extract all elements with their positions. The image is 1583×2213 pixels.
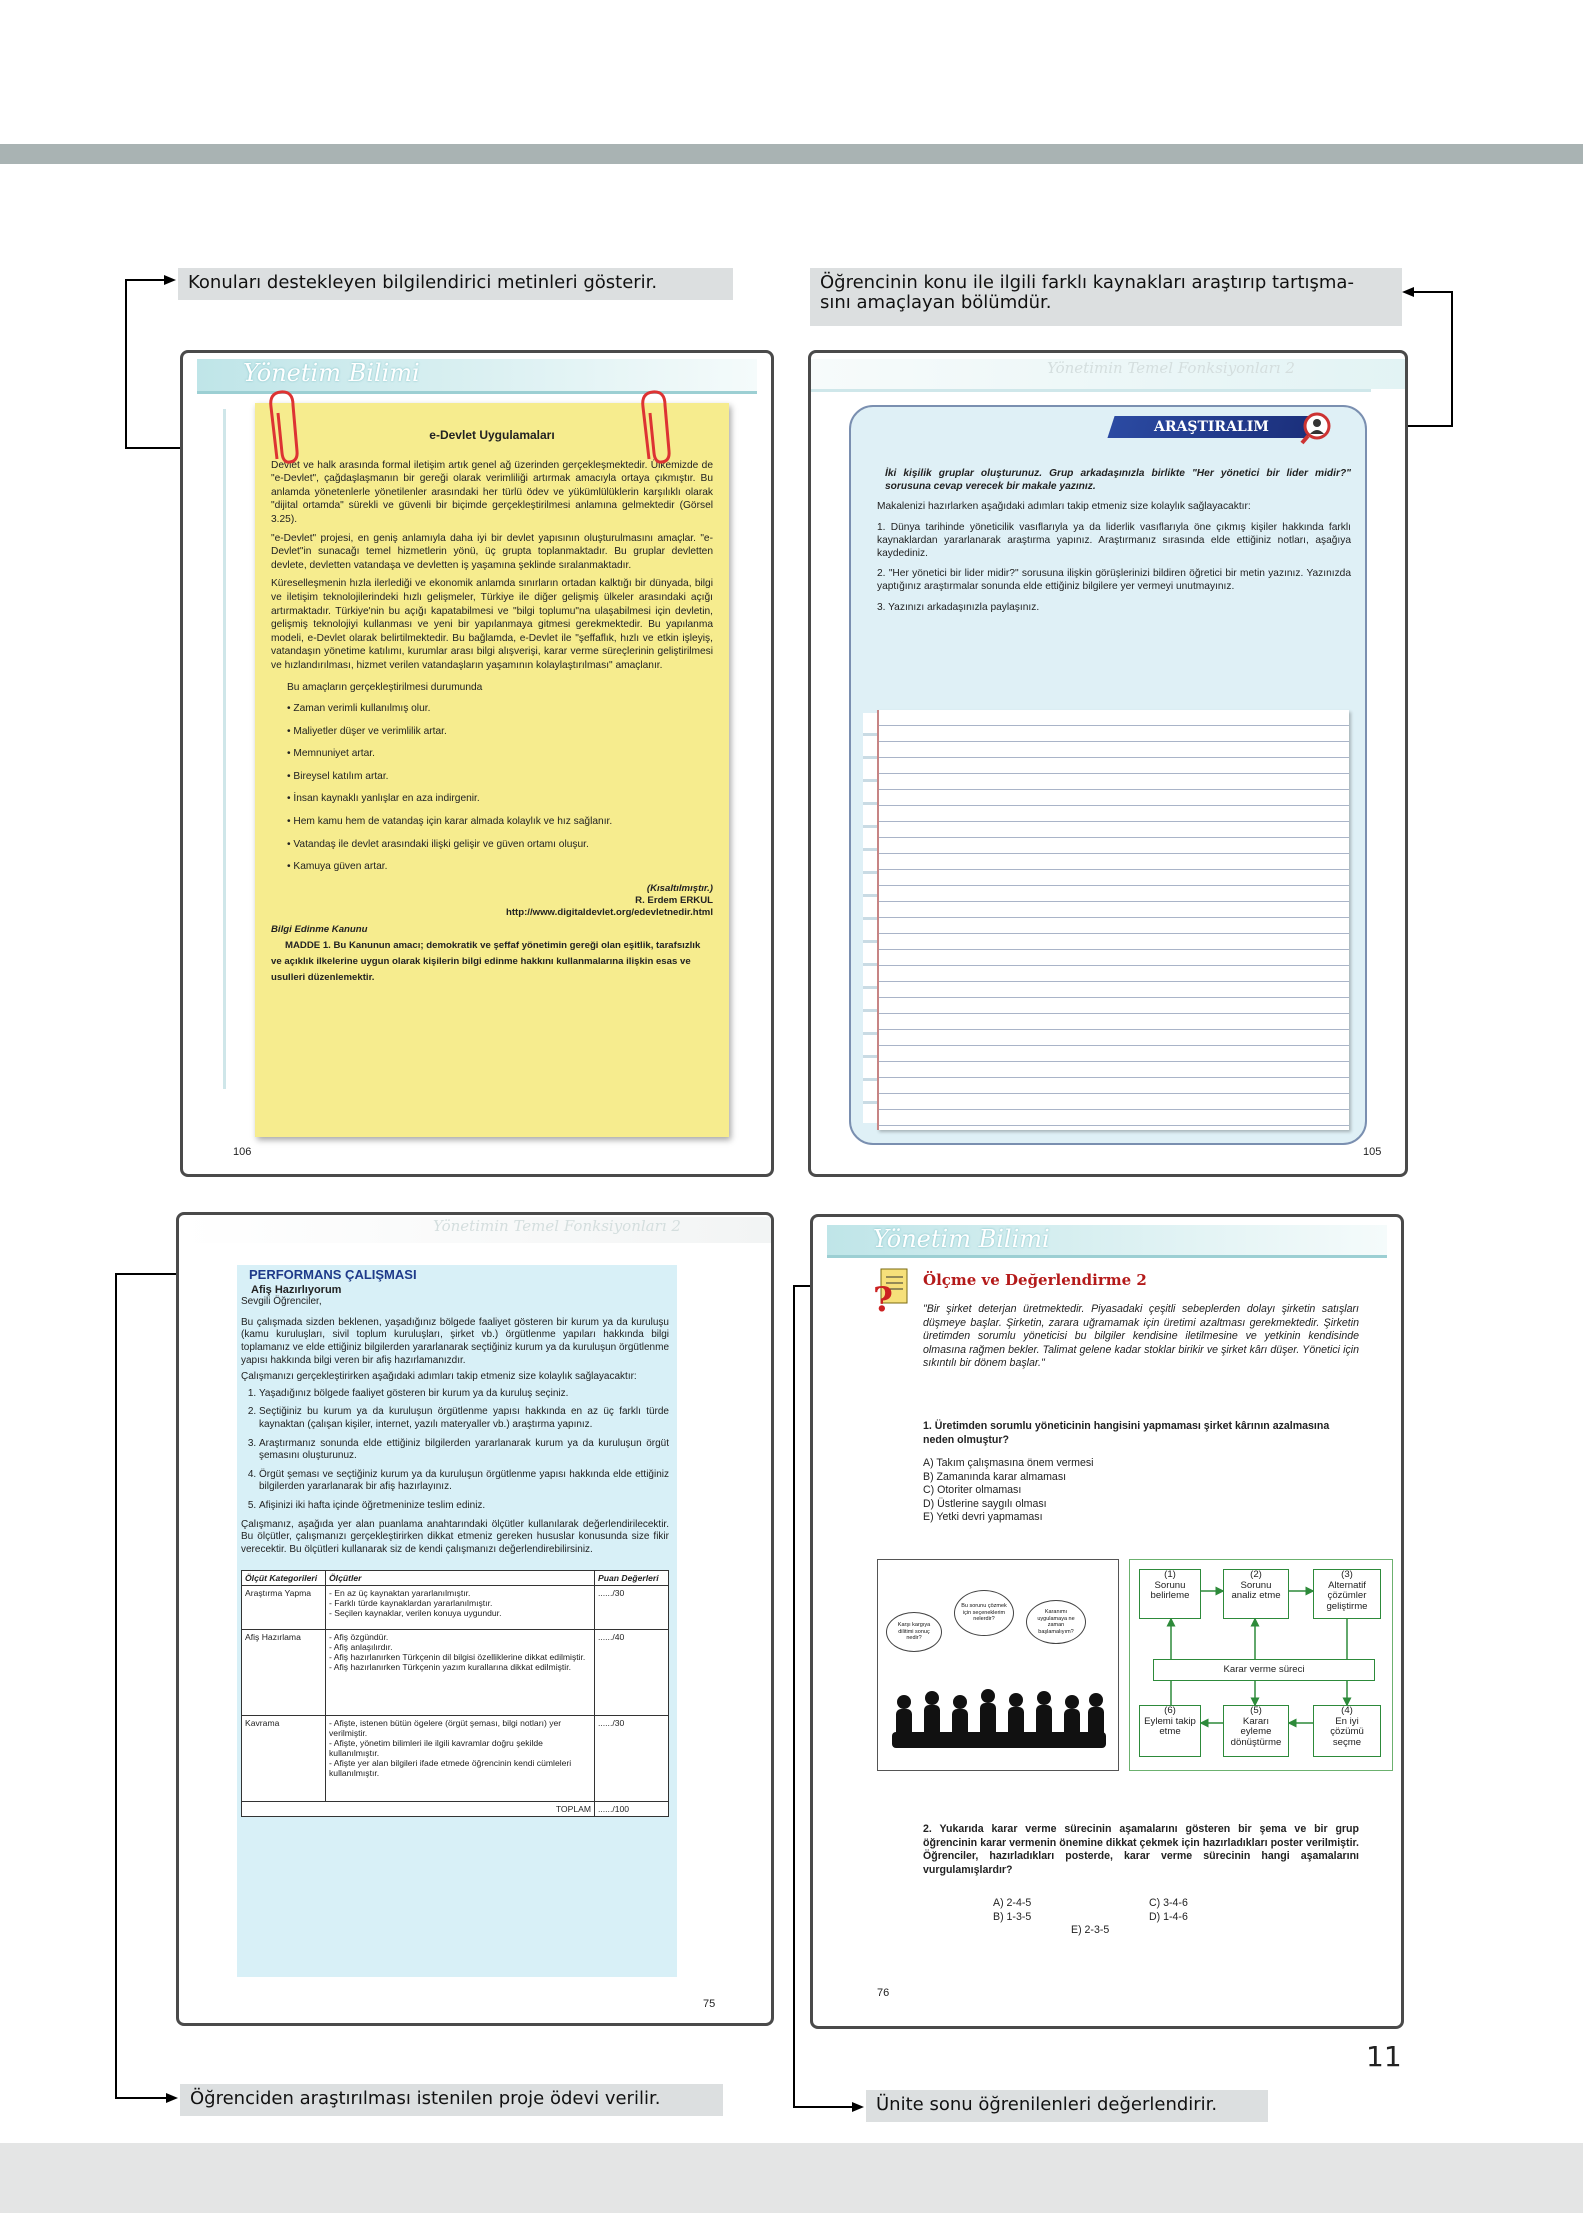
greeting: Sevgili Öğrenciler, (241, 1296, 322, 1308)
thumbnail-page-106 (180, 350, 774, 1177)
research-step: 2. "Her yönetici bir lider midir?" sorusuna ilişkin görüşlerinizi bildiren öğretici bir metin yazınız. Yazınızda yaptığınız araştırmalar sonunda elde ettiğiniz bilgilere yer vermeyi unutmayınız. (877, 568, 1351, 593)
research-lead: Makalenizi hazırlarken aşağıdaki adımları takip etmeniz size kolaylık sağlayacaktır: (877, 501, 1251, 513)
performance-step: 1. Yaşadığınız bölgede faaliyet gösteren bir kurum ya da kuruluş seçiniz. (259, 1388, 669, 1401)
flow-step-4: (4) En iyi çözümü seçme (1313, 1705, 1381, 1757)
source-url: http://www.digitaldevlet.org/edevletnedir.html (506, 906, 713, 918)
banner-label: ARAŞTIRALIM (1107, 416, 1314, 438)
source-note: (Kısaltılmıştır.) (646, 882, 713, 894)
answer-option: D) Üstlerine saygılı olması (923, 1497, 1047, 1510)
list-item: • Hem kamu hem de vatandaş için karar almada kolaylık ve hız sağlanır. (287, 816, 613, 828)
rubric-points: ....../30 (595, 1586, 669, 1630)
rubric-category: Araştırma Yapma (242, 1586, 326, 1630)
question-1-options (923, 1457, 1223, 1525)
paperclip-icon (635, 389, 675, 469)
callout-bottom-left: Öğrenciden araştırılması istenilen proje ödevi verilir. (180, 2084, 723, 2116)
notepad-icon (873, 1267, 911, 1313)
rubric-total-value: ....../100 (595, 1802, 669, 1817)
rubric-category: Afiş Hazırlama (242, 1630, 326, 1716)
question-1: 1. Üretimden sorumlu yöneticinin hangisini yapmaması şirket kârının azalmasına neden olmuştur? (923, 1420, 1330, 1446)
flow-step-5: (5) Kararı eyleme dönüştürme (1223, 1705, 1289, 1757)
rubric-points: ....../40 (595, 1630, 669, 1716)
rubric-header: Ölçüt Kategorileri (242, 1571, 326, 1586)
rubric-total-label: TOPLAM (326, 1802, 595, 1817)
poster-image (877, 1559, 1119, 1771)
flow-step-1: (1) Sorunu belirleme (1139, 1569, 1201, 1619)
answer-option: E) 2-3-5 (1071, 1924, 1110, 1937)
performance-title: PERFORMANS ÇALIŞMASI (249, 1267, 417, 1282)
thumbnail-page-76 (810, 1214, 1404, 2029)
performance-paragraph: Çalışmanızı gerçekleştirirken aşağıdaki adımları takip etmeniz size kolaylık sağlayacaktır: (241, 1371, 637, 1383)
question-2-options (993, 1897, 1293, 1938)
performance-step: 2. Seçtiğiniz bu kurum ya da kuruluşun örgütlenme yapısı hakkında en az üç farklı türde kaynaktan (çalışan kişiler, internet, yazılı materyaller vb.) araştırma yapınız. (259, 1406, 669, 1431)
flow-step-3: (3) Alternatif çözümler geliştirme (1313, 1569, 1381, 1619)
scenario-text: "Bir şirket deterjan üretmektedir. Piyasadaki çeşitli sebeplerden dolayı şirketin satışları düşmeye başlar. Şirketin, zarara uğramamak için üretimi azaltması gerekmektedir. Şirketin üretimden sorumlu yöneticisi bu bilgiler kendisine iletilmesine ve yetkinin kendisinde olmasına rağmen bekler. Talimat gelene kadar stoklar birikir ve şirket kârı düşer. Yönetici için sıkıntılı bir dönem başlar." (923, 1303, 1359, 1370)
performance-step: 3. Araştırmanız sonunda elde ettiğiniz bilgilerden yararlanarak kurum ya da kuruluşun örgüt şemasını oluşturunuz. (259, 1438, 669, 1463)
note-paragraph: Küreselleşmenin hızla ilerlediği ve ekonomik anlamda sınırların ortadan kalktığı bir dünyada, bilgi ve iletişim teknolojilerindeki hızlı gelişmeler, Türkiye ile diğer gelişmiş ülkeler arasındaki açığı artırmaktadır. Türkiye'nin bu açığı kapatabilmesi ve "bilgi toplumu"na ulaşabilmesi için devletin, gelişmiş teknolojiyi kullanması ve yeni bir yapılanmaya gitmesi gerekmektedir. Bu yapılanma modeli, e-Devlet olarak belirtilmektedir. Bu bağlamda, e-Devlet ile "şeffaflık, hızlı ve etkin işleyiş, vatandaşın yönetime katılımı, kurumlar arası bilgi alışverişi, karar verme süreçlerinin geliştirilmesi ve hızlandırılması, hizmet verilen vatandaşların yaşamının kolaylaştırılması" amaçlanır. (271, 578, 713, 671)
flow-step-2: (2) Sorunu analiz etme (1223, 1569, 1289, 1619)
list-item: • Bireysel katılım artar. (287, 770, 389, 782)
inner-page-number: 105 (1363, 1146, 1382, 1158)
answer-option: A) 2-4-5 (993, 1897, 1032, 1909)
magnifier-icon (1299, 410, 1335, 446)
section-title: Ölçme ve Değerlendirme 2 (923, 1271, 1147, 1289)
callout-top-right: Öğrencinin konu ile ilgili farklı kaynakları araştırıp tartışma- sını amaçlayan bölümdür. (810, 268, 1402, 326)
page-number: 11 (1366, 2040, 1402, 2073)
answer-option: E) Yetki devri yapmaması (923, 1511, 1043, 1524)
performance-paragraph: Çalışmanız, aşağıda yer alan puanlama anahtarındaki ölçütler kullanılarak değerlendirilecektir. Bu ölçütler, çalışmanızı gerçekleştirirken dikkat etmeniz gereken hususlar konusunda size fikir verecektir. Bu ölçütleri kullanarak siz de kendi çalışmanızı değerlendirebilirsiniz. (241, 1518, 669, 1555)
rubric-criteria: - Afiş özgündür. - Afiş anlaşılırdır. - Afiş hazırlanırken Türkçenin dil bilgisi özelliklerine dikkat edilmiştir. - Afiş hazırlanırken Türkçenin yazım kurallarına dikkat edilmiştir. (326, 1630, 595, 1716)
performance-paragraph: Bu çalışmada sizden beklenen, yaşadığınız bölgede faaliyet gösteren bir kurum ya da kuruluşu (kamu kuruluşları, sivil toplum kuruluşları, şirket vb.) örgütlenme yapıları hakkında bilgi toplamanız ve elde ettiğiniz bilgilerden yararlanarak seçtiğiniz kurum ya da kuruluşun örgütlenme yapısı hakkında bilgi veren bir afiş hazırlamanızdır. (241, 1316, 670, 1366)
answer-option: B) 1-3-5 (993, 1910, 1032, 1923)
speech-bubble: Karanımı uygulamaya ne zaman başlamalıyım? (1026, 1600, 1086, 1644)
list-item: • Maliyetler düşer ve verimlilik artar. (287, 725, 447, 737)
note-paragraph: "e-Devlet" projesi, en geniş anlamıyla daha iyi bir devlet yapısının oluşturulmasını amaçlar. "e-Devlet"in sunacağı temel hizmetlerin yönü, üç grupta toplanmaktadır. Bu gruplar devletten devlete, devletten vatandaşa ve devletten iş yaşamına şeklinde sıralanmaktadır. (271, 532, 713, 571)
inner-page-number: 76 (877, 1987, 890, 1999)
callout-bottom-right: Ünite sonu öğrenilenleri değerlendirir. (866, 2090, 1268, 2122)
rubric-header: Puan Değerleri (595, 1571, 669, 1586)
list-item: • Vatandaş ile devlet arasındaki ilişki gelişir ve güven ortamı oluşur. (287, 838, 589, 850)
callout-top-left: Konuları destekleyen bilgilendirici metinleri gösterir. (178, 268, 733, 300)
rubric-criteria: - En az üç kaynaktan yararlanılmıştır. - Farklı türde kaynaklardan yararlanılmıştır. - Seçilen kaynaklar, verilen konuya uygundur. (326, 1586, 595, 1630)
performance-step: 4. Örgüt şeması ve seçtiğiniz kurum ya da kuruluşun örgütlenme yapısı hakkında elde ettiğiniz bilgilerden yararlanarak bir afiş hazırlayınız. (259, 1469, 669, 1494)
answer-option: C) 3-4-6 (1149, 1897, 1188, 1909)
page-header: Yönetim Bilimi (243, 359, 420, 387)
rubric-header: Ölçütler (326, 1571, 595, 1586)
thumbnail-page-105 (808, 350, 1408, 1177)
page-header: Yönetimin Temel Fonksiyonları 2 (1047, 359, 1295, 377)
paperclip-icon (263, 389, 303, 469)
list-item: • Memnuniyet artar. (287, 748, 375, 760)
page-header: Yönetimin Temel Fonksiyonları 2 (433, 1217, 681, 1235)
svg-text:?: ? (873, 1280, 893, 1313)
law-title: Bilgi Edinme Kanunu (271, 923, 368, 935)
performance-step: 5. Afişinizi iki hafta içinde öğretmeninize teslim ediniz. (259, 1500, 669, 1513)
research-intro: İki kişilik gruplar oluşturunuz. Grup arkadaşınızla birlikte "Her yönetici bir lider midir?" sorusuna cevap verecek bir makale yazınız. (885, 468, 1351, 493)
rubric-category: Kavrama (242, 1716, 326, 1802)
performance-subtitle: Afiş Hazırlıyorum (251, 1283, 342, 1296)
inner-page-number: 75 (703, 1998, 716, 2010)
list-item: • İnsan kaynaklı yanlışlar en aza indirgenir. (287, 793, 480, 805)
inner-page-number: 106 (233, 1146, 252, 1158)
rubric-table (241, 1570, 669, 1817)
law-text: MADDE 1. Bu Kanunun amacı; demokratik ve şeffaf yönetimin gereği olan eşitlik, tarafsızlık ve açıklık ilkelerine uygun olarak kişilerin bilgi edinme hakkını kullanmalarına ilişkin esas ve usulleri düzenlemektir. (271, 940, 701, 984)
research-step: 3. Yazınızı arkadaşınızla paylaşınız. (877, 601, 1040, 613)
flow-step-6: (6) Eylemi takip etme (1139, 1705, 1201, 1757)
thumbnail-page-75 (176, 1212, 774, 2026)
meeting-silhouette (892, 1680, 1106, 1760)
rubric-criteria: - Afişte, istenen bütün ögelere (örgüt şeması, bilgi notları) yer verilmiştir. - Afişte, yönetim bilimleri ile ilgili kavramlar doğru şekilde kullanılmıştır. - Afişte yer alan bilgileri ifade etmede öğrencinin kendi cümleleri kullanılmıştır. (326, 1716, 595, 1802)
list-item: • Zaman verimli kullanılmış olur. (287, 703, 431, 715)
note-title: e-Devlet Uygulamaları (429, 428, 555, 442)
answer-option: C) Otoriter olmaması (923, 1484, 1022, 1497)
list-item: • Kamuya güven artar. (287, 861, 388, 873)
question-2: 2. Yukarıda karar verme sürecinin aşamalarını gösteren bir şema ve bir grup öğrencinin karar vermenin önemine dikkat çekmek için hazırladıkları poster verilmiştir. Öğrenciler, hazırladıkları posterde, karar verme sürecinin hangi aşamalarını vurgulamışlardır? (923, 1823, 1359, 1876)
notebook-paper (877, 710, 1349, 1130)
rubric-points: ....../30 (595, 1716, 669, 1802)
answer-option: B) Zamanında karar almaması (923, 1470, 1067, 1483)
page-header: Yönetim Bilimi (873, 1225, 1050, 1253)
info-note (255, 403, 729, 1137)
performance-box (237, 1265, 677, 1977)
flow-center: Karar verme süreci (1153, 1659, 1375, 1681)
answer-option: A) Takım çalışmasına önem vermesi (923, 1457, 1094, 1469)
speech-bubble: Karşı kargıya dilitimi sonuç nedir? (886, 1612, 942, 1652)
note-paragraph: Devlet ve halk arasında formal iletişim artık genel ağ üzerinden gerçekleşmektedir. Ülkemizde de "e-Devlet", çağdaşlaşmanın bir gereği olarak verimliliği artırmak amacıyla ortaya çıkmıştır. Bu anlamda yönetenlerle yönetilenler arasındaki her türlü ödev ve yükümlülüklerin karşılıklı olarak "dijital ortamda" sürekli ve güvenli bir biçimde gerçekleştirilmesi anlamına gelmektedir (Görsel 3.25). (271, 459, 713, 525)
answer-option: D) 1-4-6 (1149, 1910, 1188, 1923)
list-intro: Bu amaçların gerçekleştirilmesi durumunda (287, 681, 483, 693)
research-step: 1. Dünya tarihinde yöneticilik vasıflarıyla ya da liderlik vasıflarıyla öne çıkmış kişiler hakkında farklı kaynaklardan yararlanarak araştırma yapınız. Araştırmanız sırasında elde ettiğiniz notları, aşağıya kaydediniz. (877, 521, 1351, 560)
source-author: R. Erdem ERKUL (635, 894, 713, 906)
speech-bubble: Bu sorunu çözmek için seçeneklerim nelerdir? (954, 1590, 1014, 1636)
